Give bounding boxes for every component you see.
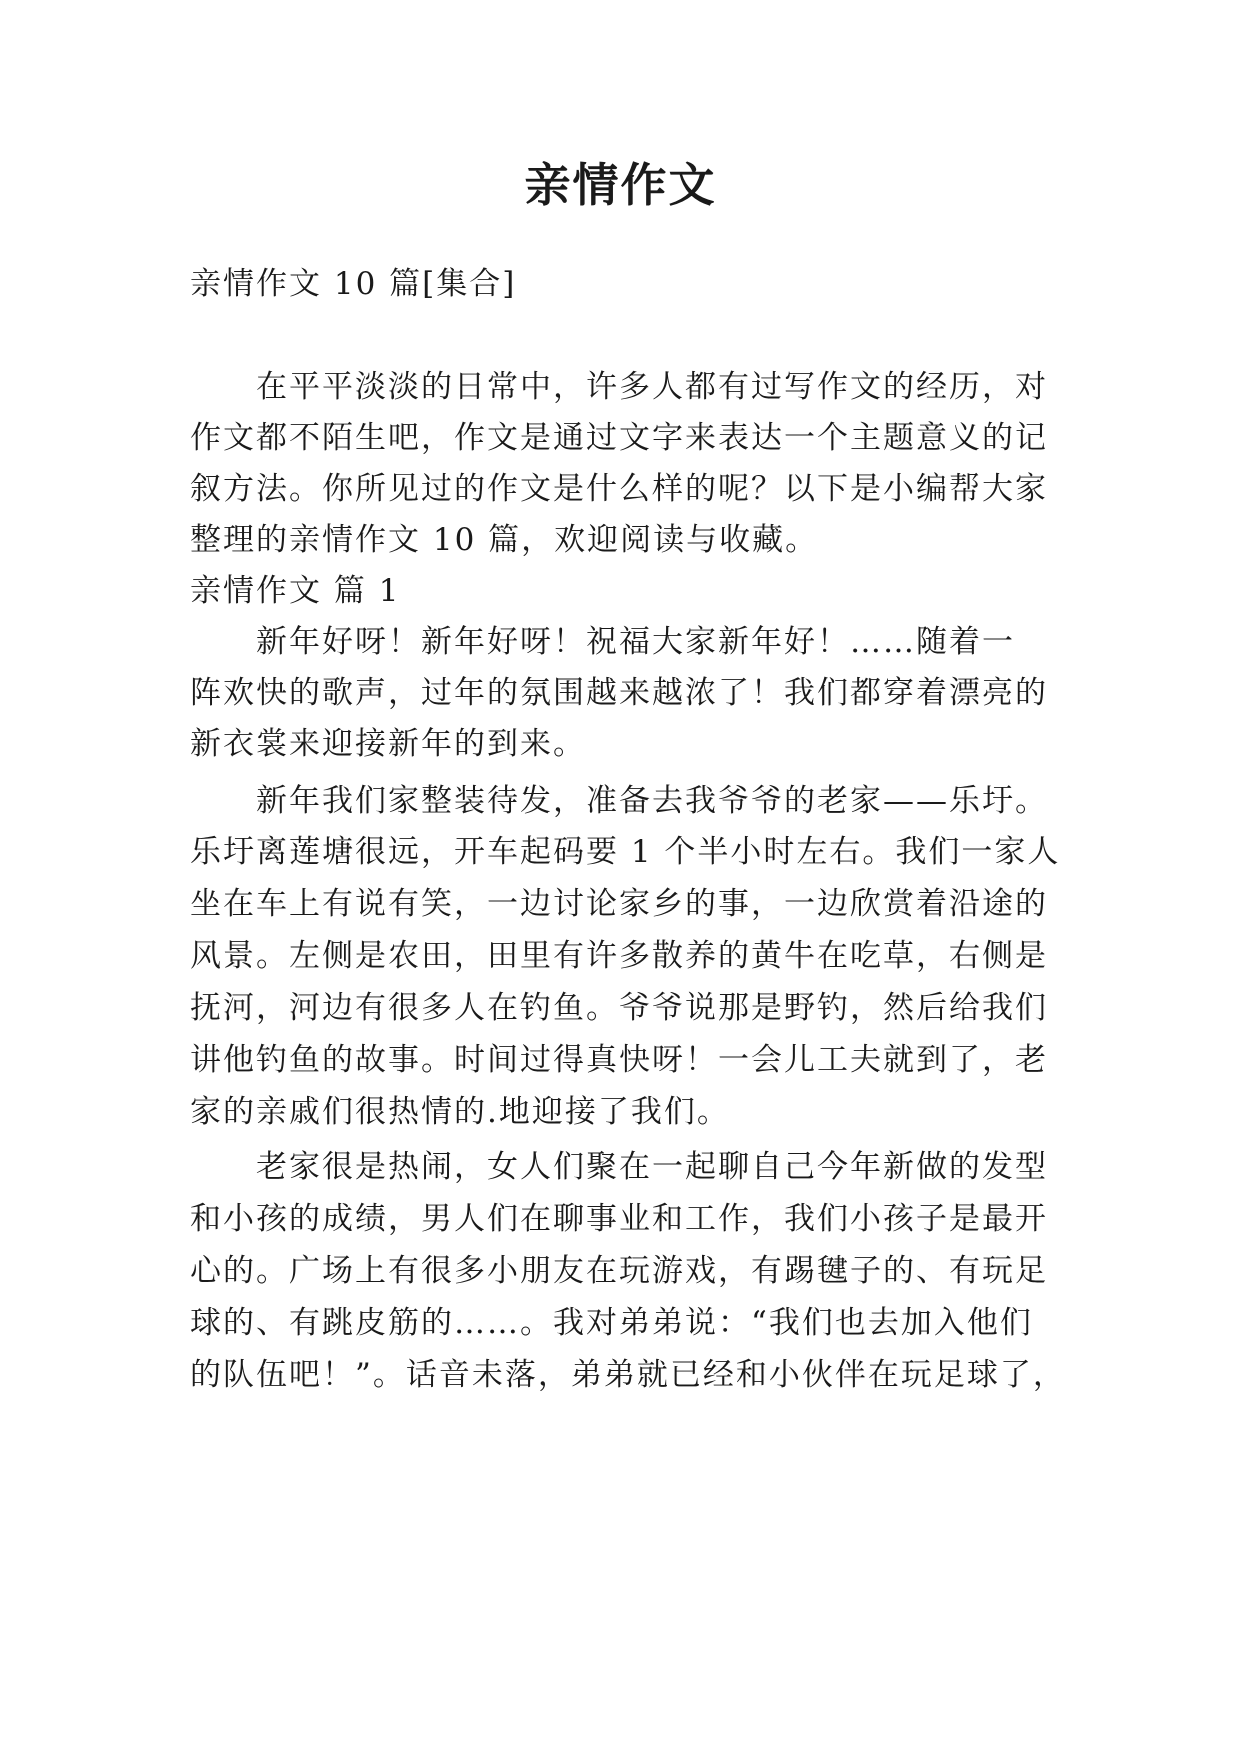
paragraph-line: 叙方法。你所见过的作文是什么样的呢？以下是小编帮大家 [190,471,1048,507]
paragraph-line: 风景。左侧是农田，田里有许多散养的黄牛在吃草，右侧是 [190,938,1048,974]
paragraph-line: 新年好呀！新年好呀！祝福大家新年好！……随着一 [256,624,1015,660]
section-heading: 亲情作文 篇 1 [190,573,401,609]
paragraph-line: 在平平淡淡的日常中，许多人都有过写作文的经历，对 [256,369,1048,405]
paragraph-line: 球的、有跳皮筋的……。我对弟弟说：“我们也去加入他们 [190,1305,1033,1341]
paragraph-line: 新衣裳来迎接新年的到来。 [190,726,586,762]
paragraph-line: 抚河，河边有很多人在钓鱼。爷爷说那是野钓，然后给我们 [190,990,1048,1026]
paragraph-line: 作文都不陌生吧，作文是通过文字来表达一个主题意义的记 [190,420,1048,456]
paragraph-line: 整理的亲情作文 10 篇，欢迎阅读与收藏。 [190,522,819,558]
document-title: 亲情作文 [524,158,717,212]
paragraph-line: 心的。广场上有很多小朋友在玩游戏，有踢毽子的、有玩足 [190,1253,1048,1289]
paragraph-line: 家的亲戚们很热情的.地迎接了我们。 [190,1094,730,1130]
paragraph-line: 讲他钓鱼的故事。时间过得真快呀！一会儿工夫就到了，老 [190,1042,1048,1078]
paragraph-line: 的队伍吧！”。话音未落，弟弟就已经和小伙伴在玩足球了， [190,1357,1066,1393]
document-subtitle: 亲情作文 10 篇[集合] [190,266,517,302]
paragraph-line: 阵欢快的歌声，过年的氛围越来越浓了！我们都穿着漂亮的 [190,675,1048,711]
paragraph-line: 新年我们家整装待发，准备去我爷爷的老家——乐圩。 [256,783,1048,819]
paragraph-line: 乐圩离莲塘很远，开车起码要 1 个半小时左右。我们一家人 [190,834,1061,870]
paragraph-line: 老家很是热闹，女人们聚在一起聊自己今年新做的发型 [256,1149,1048,1185]
paragraph-line: 和小孩的成绩，男人们在聊事业和工作，我们小孩子是最开 [190,1201,1048,1237]
paragraph-line: 坐在车上有说有笑，一边讨论家乡的事，一边欣赏着沿途的 [190,886,1048,922]
